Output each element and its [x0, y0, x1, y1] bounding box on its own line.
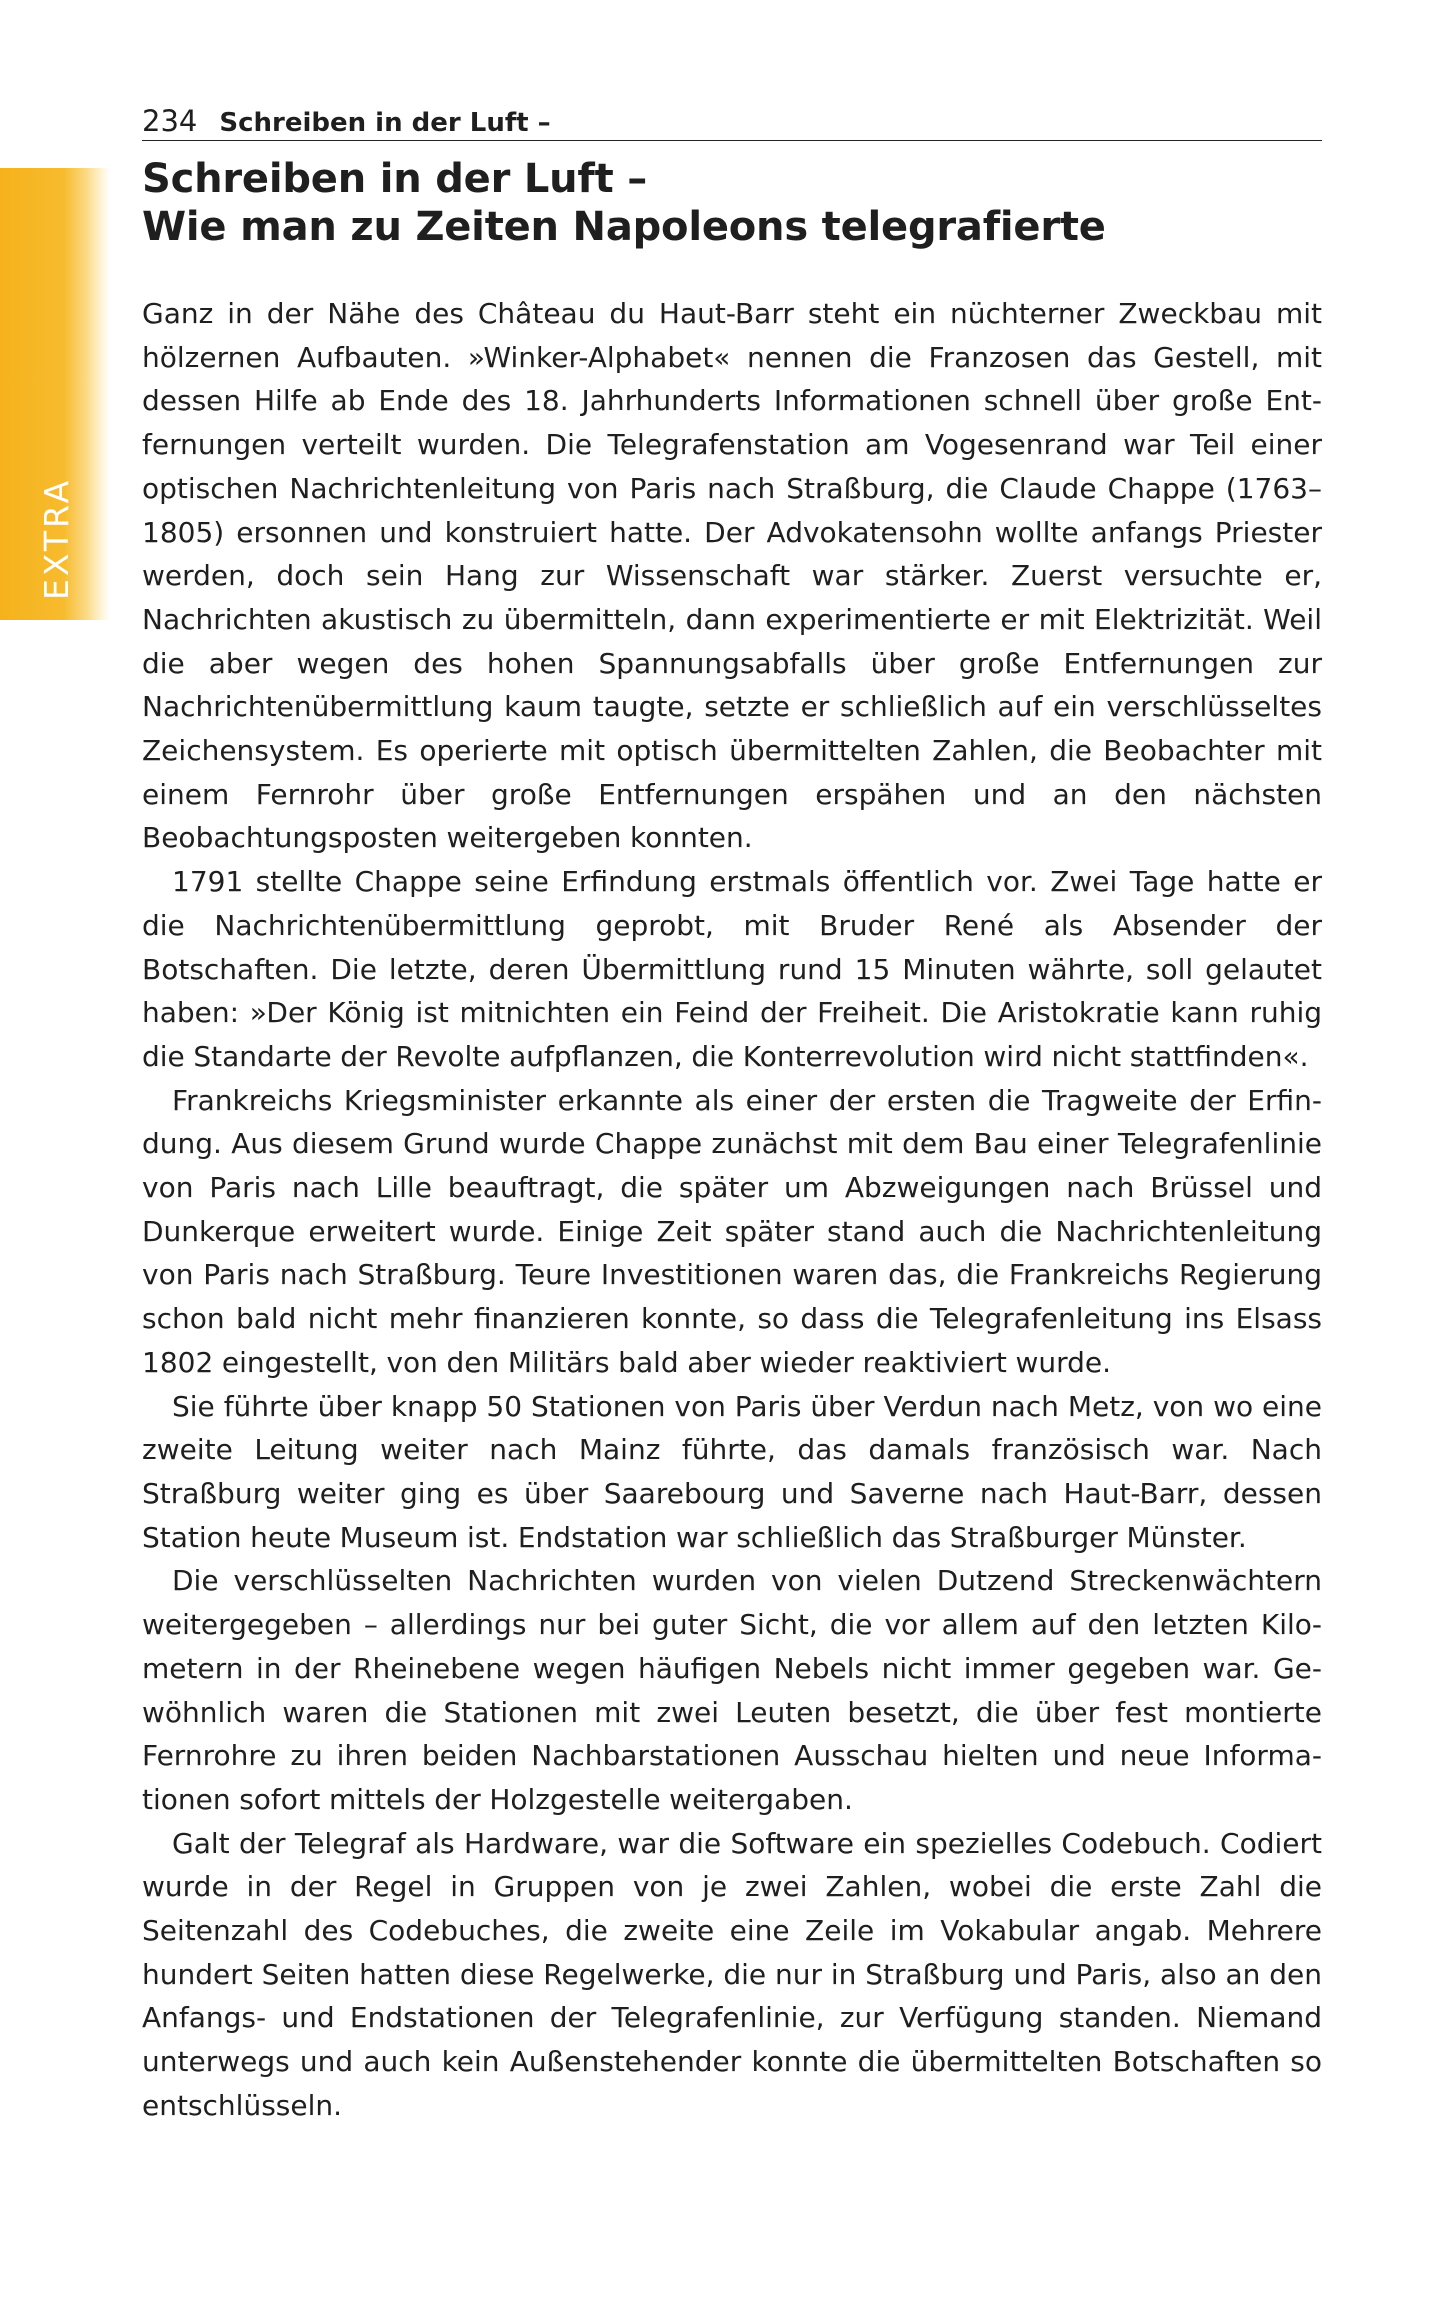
- running-header: [142, 104, 1322, 141]
- page-number: 234: [142, 104, 198, 138]
- paragraph-1: Ganz in der Nähe des Château du Haut-Barr steht ein nüchterner Zweckbau mit hölzernen Aufbauten. »Winker-Alphabet« nennen die Franzosen das Gestell, mit dessen Hilfe ab Ende des 18. Jahrhunderts Informationen schnell über große Entfernungen verteilt wurden. Die Telegrafenstation am Vogesenrand war Teil einer optischen Nachrichtenleitung von Paris nach Straßburg, die Claude Chappe (1763–1805) ersonnen und konstruiert hatte. Der Advokatensohn wollte anfangs Priester werden, doch sein Hang zur Wissenschaft war stärker. Zuerst versuchte er, Nachrichten akustisch zu übermitteln, dann experimentierte er mit Elektrizität. Weil die aber wegen des hohen Spannungsabfalls über große Entfernungen zur Nachrichtenübermittlung kaum taugte, setzte er schließlich auf ein verschlüsseltes Zeichensystem. Es operierte mit optisch übermittelten Zahlen, die Beobachter mit einem Fernrohr über große Entfernungen erspähen und an den nächsten Beobachtungsposten weitergeben konnten.: [142, 297, 1322, 855]
- paragraph-2: 1791 stellte Chappe seine Erfindung erstmals öffentlich vor. Zwei Tage hatte er die Nachrichtenübermittlung geprobt, mit Bruder René als Absender der Botschaften. Die letzte, deren Übermittlung rund 15 Minuten währte, soll gelautet haben: »Der König ist mitnichten ein Feind der Freiheit. Die Aristokratie kann ruhig die Standarte der Revolte aufpflanzen, die Konterrevolution wird nicht stattfinden«.: [142, 865, 1322, 1073]
- article-title-line-1: Schreiben in der Luft –: [142, 156, 648, 202]
- article-title: [142, 155, 1322, 251]
- article-title-line-2: Wie man zu Zeiten Napoleons telegrafierte: [142, 204, 1106, 250]
- paragraph-6: Galt der Telegraf als Hardware, war die Software ein spezielles Codebuch. Codiert wurde in der Regel in Gruppen von je zwei Zahlen, wobei die erste Zahl die Seitenzahl des Codebuches, die zweite eine Zeile im Vokabular angab. Mehrere hundert Seiten hatten diese Regelwerke, die nur in Straßburg und Paris, also an den Anfangs- und Endstationen der Telegrafenlinie, zur Verfügung standen. Niemand unterwegs und auch kein Außenstehender konnte die übermittelten Botschaften so entschlüsseln.: [142, 1826, 1322, 2122]
- paragraph-4: Sie führte über knapp 50 Stationen von Paris über Verdun nach Metz, von wo eine zweite Leitung weiter nach Mainz führte, das damals französisch war. Nach Straßburg weiter ging es über Saarebourg und Saverne nach Haut-Barr, dessen Station heute Museum ist. Endstation war schließlich das Straßburger Münster.: [142, 1389, 1322, 1554]
- article-body: [142, 292, 1322, 2128]
- paragraph-3: Frankreichs Kriegsminister erkannte als einer der ersten die Tragweite der Erfindung. Aus diesem Grund wurde Chappe zunächst mit dem Bau einer Telegrafenlinie von Paris nach Lille beauftragt, die später um Abzweigungen nach Brüssel und Dunkerque erweitert wurde. Einige Zeit später stand auch die Nachrichtenleitung von Paris nach Straßburg. Teure Investitionen waren das, die Frankreichs Regierung schon bald nicht mehr finanzieren konnte, so dass die Telegrafenleitung ins Elsass 1802 eingestellt, von den Militärs bald aber wieder reaktiviert wurde.: [142, 1083, 1322, 1379]
- paragraph-5: Die verschlüsselten Nachrichten wurden von vielen Dutzend Streckenwächtern weitergegeben – allerdings nur bei guter Sicht, die vor allem auf den letzten Kilometern in der Rheinebene wegen häufigen Nebels nicht immer gegeben war. Gewöhnlich waren die Stationen mit zwei Leuten besetzt, die über fest montierte Fernrohre zu ihren beiden Nachbarstationen Ausschau hielten und neue Informationen sofort mittels der Holzgestelle weitergaben.: [142, 1564, 1322, 1816]
- running-title: Schreiben in der Luft –: [219, 108, 551, 138]
- extra-sidebar-label: EXTRA: [37, 477, 76, 600]
